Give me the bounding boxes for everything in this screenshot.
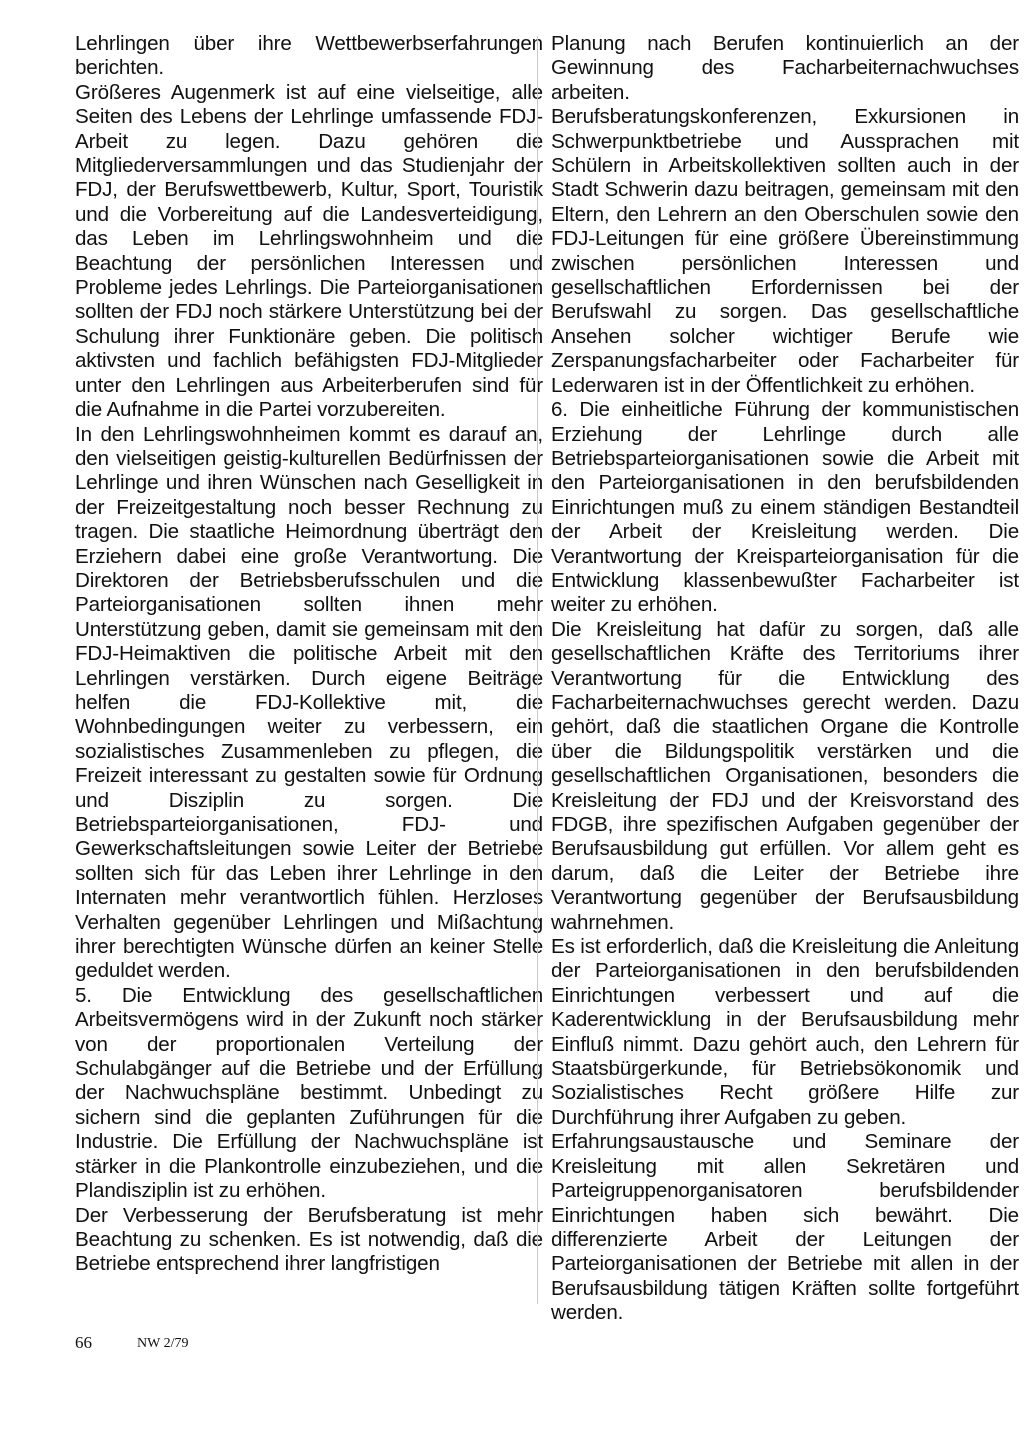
paragraph: 6. Die einheitliche Führung der kommunistischen Erziehung der Lehrlinge durch alle Betriebsparteiorganisationen sowie die Arbeit mit den Parteiorganisationen in den berufsbildenden Einrichtungen muß zu einem ständigen Bestandteil der Arbeit der Kreisleitung werden. Die Verantwortung der Kreisparteiorganisation für die Entwicklung klassenbewußter Facharbeiter ist weiter zu erhöhen. xyxy=(551,398,1019,617)
paragraph: Die Kreisleitung hat dafür zu sorgen, daß alle gesellschaftlichen Kräfte des Territoriums ihrer Verantwortung für die Entwicklung des Facharbeiternachwuchses gerecht werden. Dazu gehört, daß die staatlichen Organe die Kontrolle über die Bildungspolitik verstärken und die gesellschaftlichen Organisationen, besonders die Kreisleitung der FDJ und der Kreisvorstand des FDGB, ihre spezifischen Aufgaben gegenüber der Berufsausbildung gut erfüllen. Vor allem geht es darum, daß die Leiter der Betriebe ihre Verantwortung gegenüber der Berufsausbildung wahrnehmen. xyxy=(551,617,1019,934)
paragraph: Größeres Augenmerk ist auf eine vielseitige, alle Seiten des Lebens der Lehrlinge umfassende FDJ-Arbeit zu legen. Dazu gehören die Mitgliederversammlungen und das Studienjahr der FDJ, der Berufswettbewerb, Kultur, Sport, Touristik und die Vorbereitung auf die Landesverteidigung, das Leben im Lehrlingswohnheim und die Beachtung der persönlichen Interessen und Probleme jedes Lehrlings. Die Parteiorganisationen sollten der FDJ noch stärkere Unterstützung bei der Schulung ihrer Funktionäre geben. Die politisch aktivsten und fachlich befähigsten FDJ-Mitglieder unter den Lehrlingen aus Arbeiterberufen sind für die Aufnahme in die Partei vorzubereiten. xyxy=(75,80,543,422)
paragraph: Erfahrungsaustausche und Seminare der Kreisleitung mit allen Sekretären und Parteigruppenorganisatoren berufsbildender Einrichtungen haben sich bewährt. Die differenzierte Arbeit der Leitungen der Parteiorganisationen der Betriebe mit allen in der Berufsausbildung tätigen Kräften sollte fortgeführt werden. xyxy=(551,1130,1019,1325)
paragraph: Lehrlingen über ihre Wettbewerbserfahrungen berichten. xyxy=(75,32,543,80)
paragraph: Planung nach Berufen kontinuierlich an der Gewinnung des Facharbeiternachwuchses arbeiten. xyxy=(551,32,1019,104)
paragraph: In den Lehrlingswohnheimen kommt es darauf an, den vielseitigen geistig-kulturellen Bedürfnissen der Lehrlinge und ihren Wünschen nach Geselligkeit in der Freizeitgestaltung noch besser Rechnung zu tragen. Die staatliche Heimordnung überträgt den Erziehern dabei eine große Verantwortung. Die Direktoren der Betriebsberufsschulen und die Parteiorganisationen sollten ihnen mehr Unterstützung geben, damit sie gemeinsam mit den FDJ-Heimaktiven die politische Arbeit mit den Lehrlingen verstärken. Durch eigene Beiträge helfen die FDJ-Kollektive mit, die Wohnbedingungen weiter zu verbessern, ein sozialistisches Zusammenleben zu pflegen, die Freizeit interessant zu gestalten sowie für Ordnung und Disziplin zu sorgen. Die Betriebsparteiorganisationen, FDJ- und Gewerkschaftsleitungen sowie Leiter der Betriebe sollten sich für das Leben ihrer Lehrlinge in den Internaten mehr verantwortlich fühlen. Herzloses Verhalten gegenüber Lehrlingen und Mißachtung ihrer berechtigten Wünsche dürfen an keiner Stelle geduldet werden. xyxy=(75,422,543,983)
page-number: 66 xyxy=(75,1333,92,1352)
column-divider xyxy=(537,36,538,1304)
paragraph: Der Verbesserung der Berufsberatung ist mehr Beachtung zu schenken. Es ist notwendig, daß die Betriebe entsprechend ihrer langfristigen xyxy=(75,1203,543,1276)
left-text-column xyxy=(75,32,543,1277)
paragraph: 5. Die Entwicklung des gesellschaftlichen Arbeitsvermögens wird in der Zukunft noch stärker von der proportionalen Verteilung der Schulabgänger auf die Betriebe und der Erfüllung der Nachwuchspläne bestimmt. Unbedingt zu sichern sind die geplanten Zuführungen für die Industrie. Die Erfüllung der Nachwuchspläne ist stärker in die Plankontrolle einzubeziehen, und die Plandisziplin ist zu erhöhen. xyxy=(75,983,543,1203)
paragraph: Es ist erforderlich, daß die Kreisleitung die Anleitung der Parteiorganisationen in den berufsbildenden Einrichtungen verbessert und auf die Kaderentwicklung in der Berufsausbildung mehr Einfluß nimmt. Dazu gehört auch, den Lehrern für Staatsbürgerkunde, für Betriebsökonomik und Sozialistisches Recht größere Hilfe zur Durchführung ihrer Aufgaben zu geben. xyxy=(551,935,1019,1129)
issue-reference: NW 2/79 xyxy=(137,1336,189,1351)
paragraph: Berufsberatungskonferenzen, Exkursionen in Schwerpunktbetriebe und Aussprachen mit Schülern in Arbeitskollektiven sollten auch in der Stadt Schwerin dazu beitragen, gemeinsam mit den Eltern, den Lehrern an den Oberschulen sowie den FDJ-Leitungen für eine größere Übereinstimmung zwischen persönlichen Interessen und gesellschaftlichen Erfordernissen bei der Berufswahl zu sorgen. Das gesellschaftliche Ansehen solcher wichtiger Berufe wie Zerspanungsfacharbeiter oder Facharbeiter für Lederwaren ist in der Öffentlichkeit zu erhöhen. xyxy=(551,105,1019,397)
right-text-column xyxy=(551,32,1019,1326)
